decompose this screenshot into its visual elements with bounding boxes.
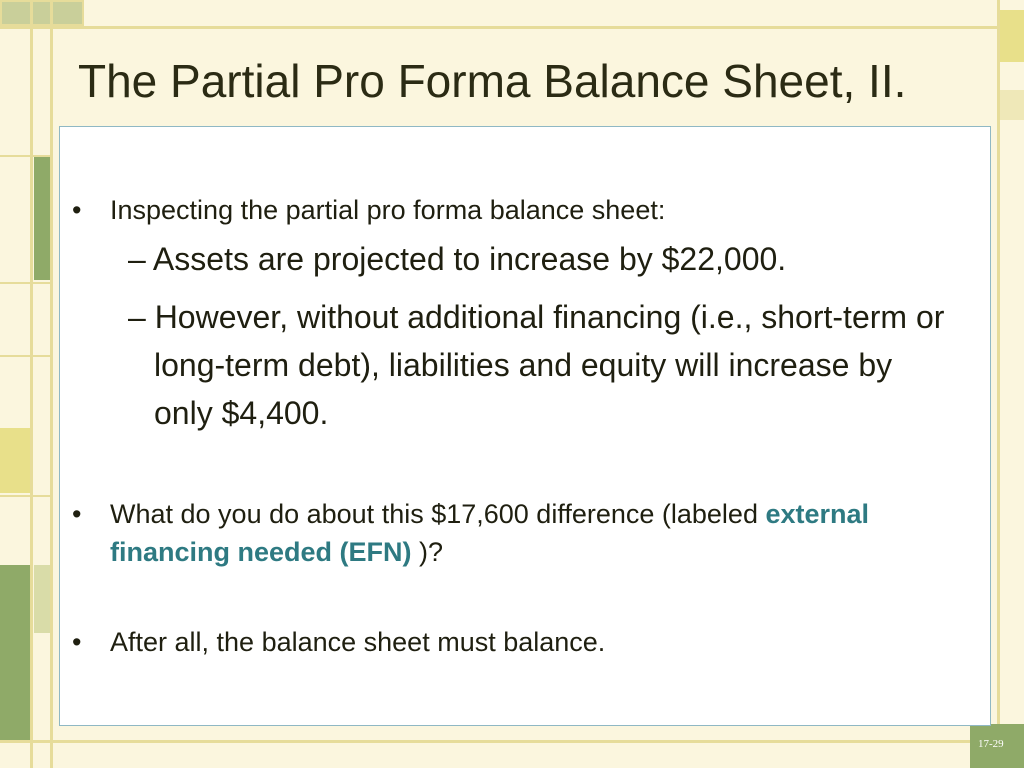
- bullet-balance: [72, 623, 970, 661]
- bullet-text-before: What do you do about this $17,600 difference (labeled: [110, 499, 766, 529]
- frame-left-hline-1: [0, 155, 50, 157]
- frame-left-hline-3: [0, 355, 50, 357]
- frame-left-line-1: [30, 0, 33, 768]
- content-box: [59, 126, 991, 726]
- sub-bullet-text: Assets are projected to increase by $22,000.: [152, 241, 787, 277]
- bullet-dot: •: [72, 627, 82, 657]
- bullet-efn-question: [72, 495, 970, 571]
- sub-bullet-liabilities: [128, 293, 954, 437]
- frame-left-hline-2: [0, 282, 50, 284]
- frame-left-green-tile-2: [0, 565, 30, 740]
- frame-bottom-line: [0, 740, 970, 743]
- frame-left-hline-4: [0, 495, 50, 497]
- frame-right-mid-tile: [1000, 90, 1024, 120]
- frame-left-green-tile-1: [34, 155, 50, 280]
- frame-left-yellow-tile: [0, 428, 30, 493]
- frame-left-pale-tile: [34, 565, 50, 633]
- sub-bullet-assets: [128, 235, 954, 283]
- bullet-dot: •: [72, 195, 82, 225]
- bullet-text-after: )?: [411, 537, 444, 567]
- frame-top-left-tile: [0, 0, 84, 26]
- sub-bullet-text: However, without additional financing (i.e., short-term or long-term debt), liabilities and equity will increase by only $4,400.: [154, 299, 945, 431]
- bullet-text: Inspecting the partial pro forma balance sheet:: [110, 195, 666, 225]
- bullet-text: After all, the balance sheet must balance.: [110, 627, 606, 657]
- bullet-dot: •: [72, 499, 82, 529]
- sub-bullet-dash: –: [128, 241, 146, 277]
- slide-number: 17-29: [978, 738, 1004, 750]
- frame-top-line: [0, 26, 1024, 29]
- bullet-inspecting: [72, 191, 970, 229]
- sub-bullet-dash: –: [128, 299, 146, 335]
- efn-emphasis: external financing needed (EFN): [110, 499, 870, 567]
- frame-right-top-tile: [1000, 10, 1024, 62]
- slide-title: The Partial Pro Forma Balance Sheet, II.: [78, 55, 907, 107]
- frame-left-line-2: [50, 0, 53, 768]
